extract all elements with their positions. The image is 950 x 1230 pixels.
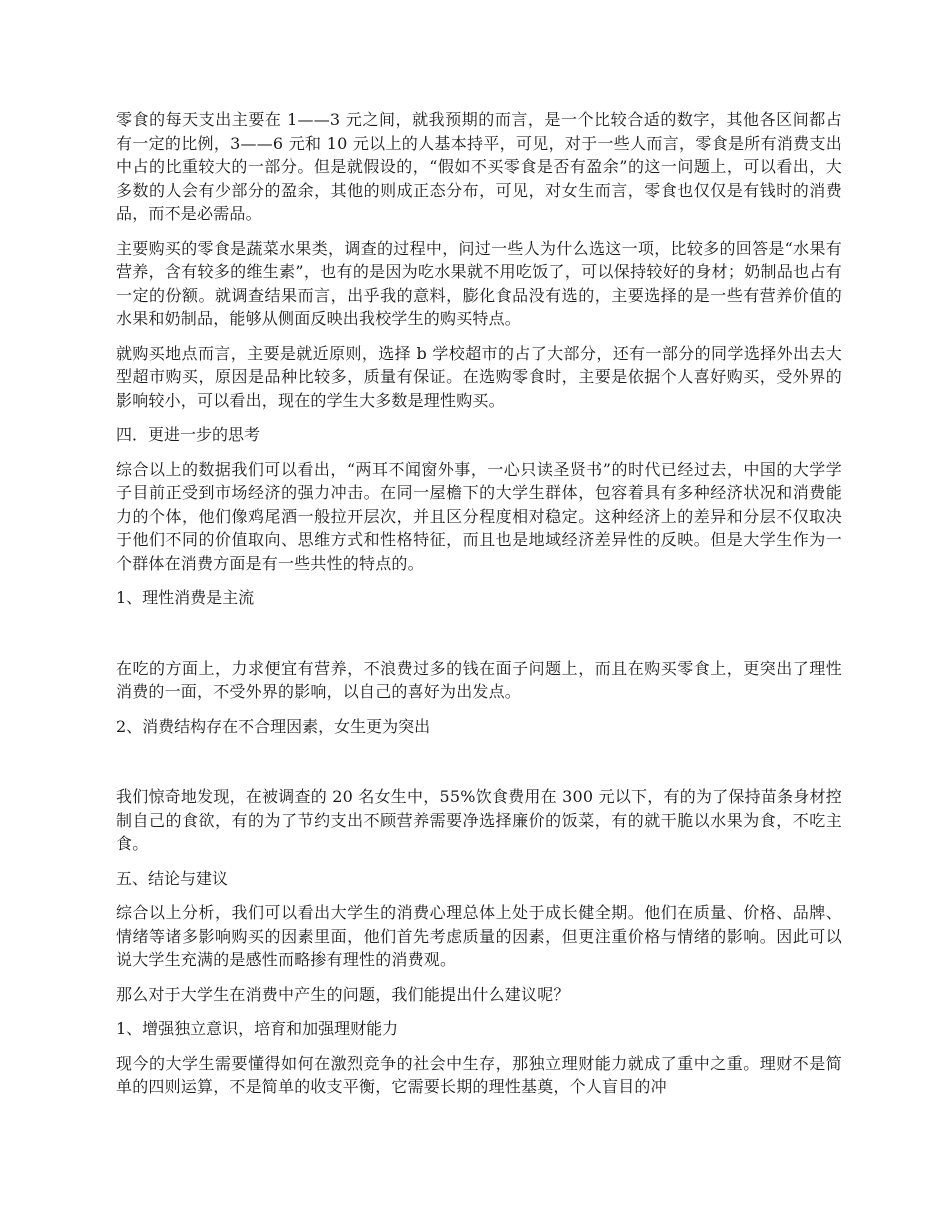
section-heading-5: 五、结论与建议 <box>116 868 229 888</box>
section-heading-4: 四．更进一步的思考 <box>116 425 261 444</box>
paragraph-snack-spending: 零食的每天支出主要在 1——3 元之间，就我预期的而言，是一个比较合适的数字，其他各区间都占有一定的比例，3——6 元和 10 元以上的人基本持平，可见，对于一些人而言，零食是所有消费支出中占的比重较大的一部分。但是就假设的，“假如不买零食是否有盈余”的这一问题上，可以看出，大多数的人会有少部分的盈余，其他的则成正态分布，可见，对女生而言，零食也仅仅是有钱时的消费品，而不是必需品。 <box>116 110 842 223</box>
document-body <box>116 108 842 1110</box>
paragraph-snack-types: 主要购买的零食是蔬菜水果类，调查的过程中，问过一些人为什么选这一项，比较多的回答是“水果有营养，含有较多的维生素”，也有的是因为吃水果就不用吃饭了，可以保持较好的身材；奶制品也占有一定的份额。就调查结果而言，出乎我的意料，膨化食品没有选的，主要选择的是一些有营养价值的水果和奶制品，能够从侧面反映出我校学生的购买特点。 <box>116 238 842 328</box>
paragraph-conclusion: 综合以上分析，我们可以看出大学生的消费心理总体上处于成长健全期。他们在质量、价格、品牌、情绪等诸多影响购买的因素里面，他们首先考虑质量的因素，但更注重价格与情绪的影响。因此可以说大学生充满的是感性而略掺有理性的消费观。 <box>116 903 842 969</box>
blank-space <box>116 621 842 657</box>
paragraph-female-students: 我们惊奇地发现，在被调查的 20 名女生中，55%饮食费用在 300 元以下，有的为了保持苗条身材控制自己的食欲，有的为了节约支出不顾营养需要净选择廉价的饭菜，有的就干脆以水果为食，不吃主食。 <box>116 787 842 853</box>
subheading-unreasonable-structure: 2、消费结构存在不合理因素，女生更为突出 <box>116 716 431 736</box>
blank-space <box>116 749 842 785</box>
paragraph-purchase-location: 就购买地点而言，主要是就近原则，选择 b 学校超市的占了大部分，还有一部分的同学选择外出去大型超市购买，原因是品种比较多，质量有保证。在选购零食时，主要是依据个人喜好购买，受外界的影响较小，可以看出，现在的学生大多数是理性购买。 <box>116 343 842 410</box>
paragraph-financial-ability: 现今的大学生需要懂得如何在激烈竞争的社会中生存，那独立理财能力就成了重中之重。理财不是简单的四则运算，不是简单的收支平衡，它需要长期的理性基奠，个人盲目的冲 <box>116 1053 842 1096</box>
subheading-independence: 1、增强独立意识，培育和加强理财能力 <box>116 1019 399 1038</box>
paragraph-rational-eating: 在吃的方面上，力求便宜有营养，不浪费过多的钱在面子问题上，而且在购买零食上，更突出了理性消费的一面，不受外界的影响，以自己的喜好为出发点。 <box>116 658 842 701</box>
paragraph-further-thinking: 综合以上的数据我们可以看出，“两耳不闻窗外事，一心只读圣贤书”的时代已经过去，中国的大学学子目前正受到市场经济的强力冲击。在同一屋檐下的大学生群体，包容着具有多种经济状况和消费能力的个体，他们像鸡尾酒一般拉开层次，并且区分程度相对稳定。这种经济上的差异和分层不仅取决于他们不同的价值取向、思维方式和性格特征，而且也是地域经济差异性的反映。但是大学生作为一个群体在消费方面是有一些共性的特点的。 <box>116 459 842 573</box>
paragraph-suggestion-question: 那么对于大学生在消费中产生的问题，我们能提出什么建议呢？ <box>116 984 570 1004</box>
subheading-rational-consumption: 1、理性消费是主流 <box>116 588 255 607</box>
